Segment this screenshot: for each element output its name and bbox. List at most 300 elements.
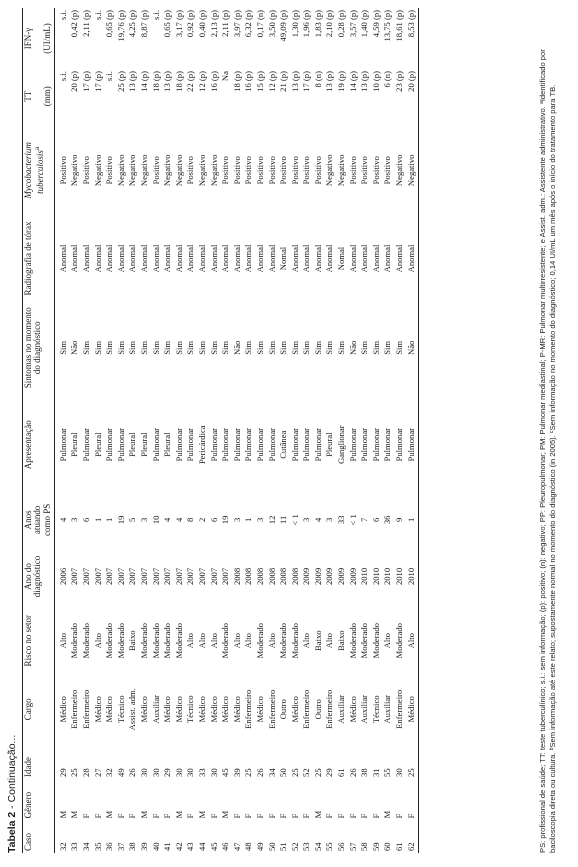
cell-ifn: 8,87 (p): [138, 10, 149, 38]
cell-tt: 8 (n): [312, 71, 323, 88]
cell-ifn: 3,17 (p): [173, 10, 184, 38]
cell-cargo: Médico: [57, 696, 68, 723]
cell-mycobacterium: Negativo: [173, 154, 184, 187]
cell-mycobacterium: Positivo: [220, 156, 231, 185]
table-row: [243, 8, 255, 853]
cell-ano: 2007: [127, 567, 138, 586]
cell-mycobacterium: Positivo: [347, 156, 358, 185]
cell-caso: 45: [208, 842, 219, 851]
cell-idade: 27: [92, 768, 103, 777]
cell-cargo: Outro: [278, 699, 289, 720]
table-row: [254, 8, 266, 853]
cell-ifn: 3,50 (p): [266, 10, 277, 38]
header-row: [23, 8, 55, 853]
cell-apresentacao: Pulmonar: [173, 428, 184, 462]
cell-apresentacao: Pulmonar: [312, 428, 323, 462]
cell-tt: 13 (p): [289, 71, 300, 92]
cell-anos-ps: 11: [278, 515, 289, 524]
cell-ano: 2009: [336, 567, 347, 586]
header-tt-label: TT: [23, 90, 33, 102]
cell-cargo: Enfermeiro: [324, 689, 335, 729]
header-cargo: Cargo: [23, 674, 55, 744]
cell-risco: Moderado: [278, 623, 289, 659]
cell-apresentacao: Cutânea: [278, 430, 289, 459]
cell-tt: 15 (p): [254, 71, 265, 92]
cell-risco: Moderado: [150, 623, 161, 659]
cell-sintomas: Sim: [185, 340, 196, 355]
cell-genero: F: [370, 813, 381, 819]
cell-genero: M: [69, 810, 80, 819]
cell-tt: 22 (p): [185, 71, 196, 92]
cell-sintomas: Sim: [359, 340, 370, 355]
cell-cargo: Médico: [347, 696, 358, 723]
cell-radiografia: Anomal: [394, 244, 405, 273]
cell-tt: 16 (p): [243, 71, 254, 92]
cell-ano: 2007: [173, 567, 184, 586]
cell-risco: Alto: [405, 607, 418, 675]
cell-apresentacao: Pleural: [324, 432, 335, 457]
cell-ifn: s.i.: [150, 10, 161, 21]
cell-tt: 14 (p): [138, 71, 149, 92]
cell-tt: 13 (p): [324, 71, 335, 92]
cell-ifn: 4,59 (p): [370, 10, 381, 38]
cell-tt: 18 (p): [231, 71, 242, 92]
header-sintomas: Sintomas no momento do diagnóstico: [23, 300, 55, 396]
cell-sintomas: Sim: [220, 340, 231, 355]
cell-genero: F: [266, 813, 277, 819]
cell-idade: 29: [57, 768, 68, 777]
cell-caso: 38: [127, 842, 138, 851]
header-radiografia: Radiografia de tórax: [23, 217, 55, 300]
table-row: [69, 8, 81, 853]
table-row: [359, 8, 371, 853]
cell-cargo: Auxiliar: [359, 694, 370, 724]
cell-mycobacterium: Negativo: [208, 154, 219, 187]
cell-tt: 23 (p): [394, 71, 405, 92]
cell-ifn: 4,25 (p): [127, 10, 138, 38]
cell-caso: 50: [266, 842, 277, 851]
cell-idade: 31: [370, 768, 381, 777]
cell-ano: 2007: [69, 567, 80, 586]
cell-ifn: s.i.: [92, 10, 103, 21]
cell-risco: Moderado: [115, 623, 126, 659]
cell-sintomas: Sim: [196, 340, 207, 355]
table-caption-label: Tabela 2: [6, 811, 18, 853]
cell-radiografia: Nomal: [336, 246, 347, 271]
cell-idade: 30: [394, 768, 405, 777]
cell-idade: 30: [150, 768, 161, 777]
cell-radiografia: Anomal: [127, 244, 138, 273]
cell-sintomas: Sim: [127, 340, 138, 355]
cell-apresentacao: Pleural: [69, 432, 80, 457]
cell-tt: 10 (p): [370, 71, 381, 92]
cell-idade: 29: [162, 768, 173, 777]
cell-ano: 2007: [208, 567, 219, 586]
cell-radiografia: Anomal: [359, 244, 370, 273]
header-idade: Idade: [23, 744, 55, 779]
cell-radiografia: Anomal: [150, 244, 161, 273]
cell-anos-ps: 1: [243, 517, 254, 522]
table-row: [138, 8, 150, 853]
cell-risco: Alto: [196, 633, 207, 649]
cell-idade: 25: [405, 744, 418, 779]
cell-apresentacao: Pulmonar: [104, 428, 115, 462]
cell-idade: 34: [266, 768, 277, 777]
cell-ano: 2007: [138, 567, 149, 586]
cell-risco: Baixo: [312, 630, 323, 651]
table-row: [150, 8, 162, 853]
cell-caso: 58: [359, 842, 370, 851]
cell-radiografia: Anomal: [81, 244, 91, 273]
cell-apresentacao: Pleural: [162, 432, 173, 457]
cell-radiografia: Anomal: [173, 244, 184, 273]
cell-tt: 25 (p): [115, 71, 126, 92]
cell-mycobacterium: Negativo: [394, 154, 405, 187]
cell-idade: 52: [301, 768, 312, 777]
cell-ano: 2007: [104, 567, 115, 586]
cell-mycobacterium: Negativo: [127, 154, 138, 187]
cell-sintomas: Sim: [336, 340, 347, 355]
cell-sintomas: Sim: [289, 340, 300, 355]
cell-ano: 2007: [220, 567, 231, 586]
cell-risco: Moderado: [138, 623, 149, 659]
cell-apresentacao: Pulmonar: [289, 428, 300, 462]
cell-idade: 25: [289, 768, 300, 777]
cell-apresentacao: Pulmonar: [185, 428, 196, 462]
cell-radiografia: Anomal: [69, 244, 80, 273]
cell-ifn: 0,40 (p): [196, 10, 207, 38]
header-anos-ps: Anos atuando como PS: [23, 494, 55, 546]
cell-cargo: Enfermeiro: [301, 689, 312, 729]
cell-mycobacterium: Positivo: [266, 156, 277, 185]
cell-sintomas: Sim: [254, 340, 265, 355]
cell-radiografia: Anomal: [347, 244, 358, 273]
cell-idade: 25: [69, 768, 80, 777]
cell-genero: M: [220, 810, 231, 819]
cell-risco: Moderado: [104, 623, 115, 659]
cell-caso: 44: [196, 842, 207, 851]
cell-radiografia: Anomal: [324, 244, 335, 273]
cell-apresentacao: Pulmonar: [57, 428, 68, 462]
header-caso: Caso: [23, 820, 55, 853]
cell-anos-ps: 1: [405, 494, 418, 546]
cell-ano: 2010: [370, 567, 381, 586]
cell-apresentacao: Pulmonar: [208, 428, 219, 462]
cell-cargo: Médico: [254, 696, 265, 723]
cell-cargo: Outro: [312, 699, 323, 720]
cell-cargo: Médico: [289, 696, 300, 723]
cell-caso: 35: [92, 842, 103, 851]
cell-genero: M: [173, 810, 184, 819]
cell-caso: 57: [347, 842, 358, 851]
cell-anos-ps: 4: [162, 517, 173, 522]
cell-mycobacterium: Positivo: [243, 156, 254, 185]
cell-mycobacterium: Positivo: [382, 156, 393, 185]
cell-ifn: 0,17 (n): [254, 10, 265, 38]
cell-cargo: Enfermeiro: [81, 689, 91, 729]
cell-caso: 33: [69, 842, 80, 851]
header-mycobacterium-text: Mycobacterium tuberculosis: [23, 142, 46, 199]
cell-anos-ps: 1: [104, 517, 115, 522]
cell-risco: Moderado: [394, 623, 405, 659]
cell-idade: 50: [278, 768, 289, 777]
cell-caso: 61: [394, 842, 405, 851]
cell-genero: F: [243, 813, 254, 819]
cell-sintomas: Sim: [162, 340, 173, 355]
cell-genero: F: [278, 813, 289, 819]
cell-risco: Alto: [382, 633, 393, 649]
cell-mycobacterium: Positivo: [254, 156, 265, 185]
cell-cargo: Médico: [220, 696, 231, 723]
cell-ifn: 2,11 (p): [220, 10, 231, 37]
cell-apresentacao: Pulmonar: [231, 428, 242, 462]
cell-ano: 2007: [115, 567, 126, 586]
table-row: [220, 8, 232, 853]
cell-sintomas: Sim: [208, 340, 219, 355]
cell-idade: 26: [127, 768, 138, 777]
table-caption: [6, 735, 18, 853]
cell-risco: Moderado: [220, 623, 231, 659]
cell-sintomas: Sim: [324, 340, 335, 355]
cell-anos-ps: 6: [370, 517, 381, 522]
cell-risco: Moderado: [81, 623, 91, 659]
cell-apresentacao: Pulmonar: [254, 428, 265, 462]
cell-radiografia: Anomal: [115, 244, 126, 273]
table-row: [162, 8, 174, 853]
cell-tt: 21 (p): [278, 71, 289, 92]
cell-radiografia: Anomal: [185, 244, 196, 273]
cell-mycobacterium: Negativo: [336, 154, 347, 187]
cell-sintomas: Sim: [312, 340, 323, 355]
cell-ano: 2007: [162, 567, 173, 586]
table-row: [55, 8, 69, 853]
header-ifn-label: IFN-γ: [23, 27, 33, 50]
cell-apresentacao: Pulmonar: [394, 428, 405, 462]
cell-ano: 2007: [150, 567, 161, 586]
cell-ifn: 13,75 (p): [382, 10, 393, 42]
cell-genero: F: [115, 813, 126, 819]
table-row: [289, 8, 301, 853]
table-row: [231, 8, 243, 853]
cell-mycobacterium: Negativo: [324, 154, 335, 187]
table-row: [405, 8, 418, 853]
cell-tt: 18 (p): [173, 71, 184, 92]
cell-ifn: 0,65 (p): [162, 10, 173, 38]
cell-ano: 2007: [196, 567, 207, 586]
cell-apresentacao: Pleural: [138, 432, 149, 457]
table-row: [336, 8, 348, 853]
cell-radiografia: Nomal: [278, 246, 289, 271]
cell-ifn: s.i.: [57, 10, 68, 21]
cell-sintomas: Sim: [150, 340, 161, 355]
header-apresentacao: Apresentação: [23, 396, 55, 494]
cell-ifn: 0,28 (p): [336, 10, 347, 38]
cell-idade: 33: [196, 768, 207, 777]
cell-ano: 2007: [92, 567, 103, 586]
cell-tt: 17 (p): [92, 71, 103, 92]
cell-caso: 62: [405, 820, 418, 853]
cell-idade: 30: [173, 768, 184, 777]
cell-tt: 12 (p): [266, 71, 277, 92]
cell-anos-ps: 4: [57, 517, 68, 522]
cell-cargo: Enfermeiro: [69, 689, 80, 729]
cell-tt: 17 (p): [301, 71, 312, 92]
cell-risco: Baixo: [336, 630, 347, 651]
cell-risco: Alto: [208, 633, 219, 649]
cell-ano: 2009: [312, 567, 323, 586]
cell-sintomas: Não: [69, 340, 80, 355]
cell-genero: F: [301, 813, 312, 819]
cell-ifn: 0,42 (p): [69, 10, 80, 38]
cell-idade: 38: [359, 768, 370, 777]
cell-mycobacterium: Positivo: [57, 156, 68, 185]
cell-anos-ps: 12: [266, 515, 277, 525]
cell-ifn: 18,61 (p): [394, 10, 405, 42]
cell-radiografia: Anomal: [220, 244, 231, 273]
cell-caso: 39: [138, 842, 149, 851]
cell-cargo: Assist. adm.: [127, 688, 138, 731]
cell-tt: s.i.: [57, 71, 68, 82]
cell-caso: 56: [336, 842, 347, 851]
cell-sintomas: Sim: [92, 340, 103, 355]
cell-mycobacterium: Positivo: [312, 156, 323, 185]
cell-anos-ps: 36: [382, 515, 393, 525]
cell-idade: 29: [324, 768, 335, 777]
cell-sintomas: Sim: [266, 340, 277, 355]
cell-ano: 2008: [266, 567, 277, 586]
cell-caso: 36: [104, 842, 115, 851]
cell-caso: 47: [231, 842, 242, 851]
cell-idade: 26: [347, 768, 358, 777]
cell-ano: 2008: [278, 567, 289, 586]
cell-anos-ps: 33: [336, 515, 347, 525]
cell-sintomas: Sim: [278, 340, 289, 355]
cell-mycobacterium: Positivo: [301, 156, 312, 185]
cell-risco: Moderado: [173, 623, 184, 659]
cell-caso: 37: [115, 842, 126, 851]
cell-radiografia: Anomal: [370, 244, 381, 273]
cell-idade: 26: [254, 768, 265, 777]
cell-ano: 2007: [185, 567, 196, 586]
cell-ifn: 2,10 (p): [324, 10, 335, 38]
cell-radiografia: Anomal: [301, 244, 312, 273]
cell-genero: F: [394, 813, 405, 819]
table-row: [196, 8, 208, 853]
cell-sintomas: Sim: [81, 340, 91, 355]
cell-cargo: Médico: [405, 674, 418, 744]
cell-genero: M: [104, 810, 115, 819]
cell-genero: M: [312, 810, 323, 819]
cell-ifn: 2,13 (p): [208, 10, 219, 38]
cell-risco: Moderado: [289, 623, 300, 659]
cell-apresentacao: Pericárdica: [196, 425, 207, 465]
cell-mycobacterium: Negativo: [115, 154, 126, 187]
cell-anos-ps: < 1: [347, 514, 358, 526]
cell-radiografia: Anomal: [312, 244, 323, 273]
cell-anos-ps: 3: [69, 517, 80, 522]
cell-ifn: 8,53 (p): [405, 8, 418, 69]
cell-ifn: 1,96 (p): [301, 10, 312, 38]
cell-idade: 25: [243, 768, 254, 777]
cell-apresentacao: Pulmonar: [382, 428, 393, 462]
table-row: [382, 8, 394, 853]
table-row: [92, 8, 104, 853]
cell-cargo: Médico: [208, 696, 219, 723]
cell-idade: 28: [81, 768, 91, 777]
cell-risco: Alto: [301, 633, 312, 649]
cell-ifn: 3,57 (p): [347, 10, 358, 38]
cell-ano: 2008: [231, 567, 242, 586]
table-row: [370, 8, 382, 853]
cell-radiografia: Anomal: [138, 244, 149, 273]
cell-cargo: Enfermeiro: [394, 689, 405, 729]
header-risco: Risco no setor: [23, 607, 55, 675]
cell-anos-ps: 19: [220, 515, 231, 525]
header-ano: Ano do diagnóstico: [23, 546, 55, 607]
cell-cargo: Médico: [231, 696, 242, 723]
cell-radiografia: Anomal: [196, 244, 207, 273]
cell-caso: 41: [162, 842, 173, 851]
cell-anos-ps: 1: [92, 517, 103, 522]
cell-radiografia: Anomal: [382, 244, 393, 273]
cell-ano: 2006: [57, 567, 68, 586]
table-row: [173, 8, 185, 853]
cell-sintomas: Sim: [57, 340, 68, 355]
cell-tt: 13 (p): [359, 71, 370, 92]
table-row: [347, 8, 359, 853]
cell-tt: 17 (p): [81, 71, 91, 92]
data-table: [22, 8, 419, 853]
cell-cargo: Médico: [173, 696, 184, 723]
cell-ano: 2010: [359, 567, 370, 586]
cell-sintomas: Não: [405, 300, 418, 396]
cell-sintomas: Sim: [243, 340, 254, 355]
cell-caso: 49: [254, 842, 265, 851]
cell-cargo: Técnico: [185, 695, 196, 724]
cell-sintomas: Sim: [301, 340, 312, 355]
cell-anos-ps: 4: [173, 517, 184, 522]
cell-ifn: 1,30 (p): [289, 10, 300, 38]
cell-risco: Moderado: [254, 623, 265, 659]
cell-ifn: 1,83 (p): [312, 10, 323, 38]
cell-genero: F: [254, 813, 265, 819]
cell-apresentacao: Pulmonar: [243, 428, 254, 462]
cell-idade: 32: [104, 768, 115, 777]
cell-risco: Moderado: [162, 623, 173, 659]
cell-ifn: 1,40 (p): [359, 10, 370, 38]
header-tt: [23, 69, 55, 123]
header-mycobacterium: [23, 124, 55, 218]
cell-tt: 6 (n): [382, 71, 393, 88]
cell-genero: M: [196, 810, 207, 819]
cell-anos-ps: 3: [254, 517, 265, 522]
cell-caso: 53: [301, 842, 312, 851]
cell-genero: F: [231, 813, 242, 819]
cell-mycobacterium: Positivo: [370, 156, 381, 185]
cell-sintomas: Sim: [370, 340, 381, 355]
cell-ano: 2009: [301, 567, 312, 586]
cell-cargo: Auxiliar: [336, 694, 347, 724]
header-genero: Gênero: [23, 779, 55, 820]
cell-anos-ps: 6: [208, 517, 219, 522]
cell-idade: 30: [138, 768, 149, 777]
cell-ifn: 2,11 (p): [81, 10, 91, 37]
cell-cargo: Médico: [92, 696, 103, 723]
cell-apresentacao: Pulmonar: [115, 428, 126, 462]
cell-sintomas: Sim: [382, 340, 393, 355]
cell-apresentacao: Pulmonar: [220, 428, 231, 462]
cell-anos-ps: 6: [81, 517, 91, 522]
